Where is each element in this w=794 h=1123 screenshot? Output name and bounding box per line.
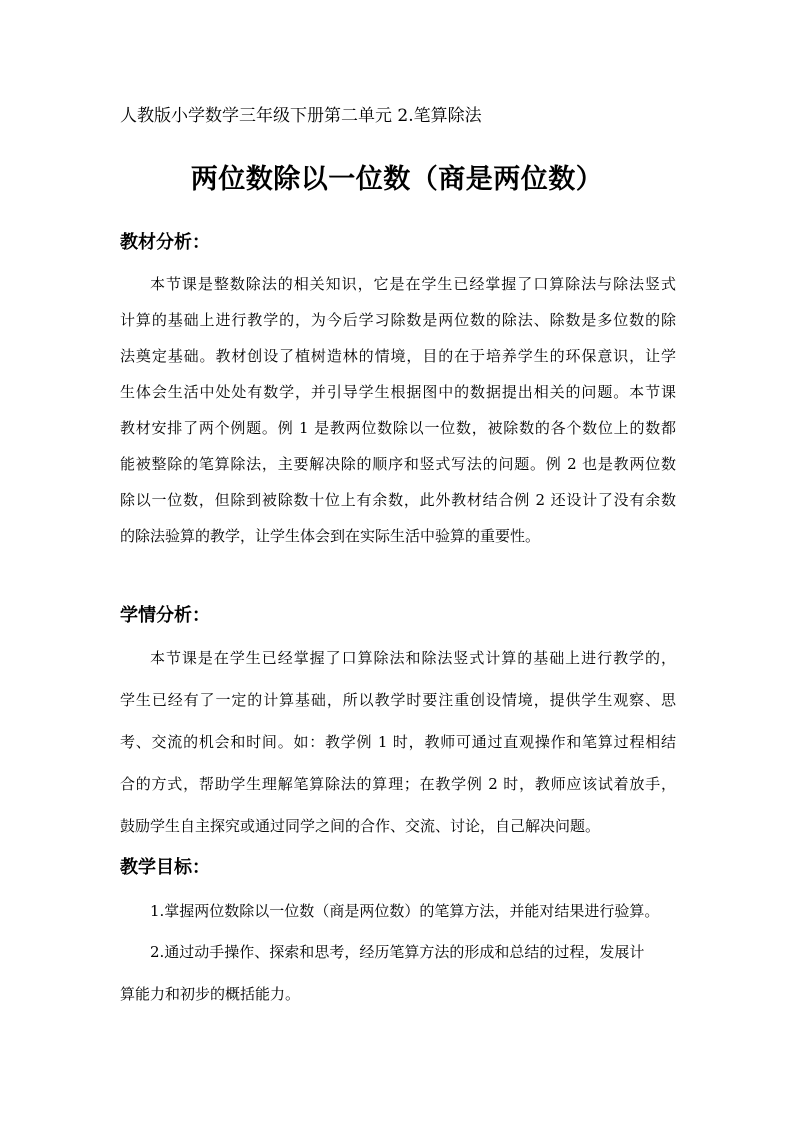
section-heading-students: 学情分析： — [120, 605, 210, 626]
material-line: 的除法验算的教学，让学生体会到在实际生活中验算的重要性。 — [120, 527, 541, 545]
document-subtitle: 人教版小学数学三年级下册第二单元 2.笔算除法 — [120, 106, 482, 126]
material-line: 法奠定基础。教材创设了植树造林的情境，目的在于培养学生的环保意识，让学 — [120, 347, 676, 365]
students-line: 考、交流的机会和时间。如：教学例 1 时，教师可通过直观操作和笔算过程相结 — [120, 733, 676, 751]
students-line: 学生已经有了一定的计算基础，所以教学时要注重创设情境，提供学生观察、思 — [120, 691, 676, 709]
material-line: 本节课是整数除法的相关知识，它是在学生已经掌握了口算除法与除法竖式 — [150, 275, 676, 293]
section-heading-material: 教材分析： — [120, 232, 210, 253]
students-line: 鼓励学生自主探究或通过同学之间的合作、交流、讨论，自己解决问题。 — [120, 817, 601, 835]
material-line: 计算的基础上进行教学的，为今后学习除数是两位数的除法、除数是多位数的除 — [120, 311, 676, 329]
goal-item-2-cont: 算能力和初步的概括能力。 — [120, 985, 301, 1003]
students-line: 合的方式，帮助学生理解笔算除法的算理；在教学例 2 时，教师应该试着放手， — [120, 775, 676, 793]
material-line: 能被整除的笔算除法，主要解决除的顺序和竖式写法的问题。例 2 也是教两位数 — [120, 455, 676, 473]
section-heading-goals: 教学目标： — [120, 857, 210, 878]
goal-item-1: 1.掌握两位数除以一位数（商是两位数）的笔算方法，并能对结果进行验算。 — [150, 902, 660, 920]
students-line: 本节课是在学生已经掌握了口算除法和除法竖式计算的基础上进行教学的， — [150, 649, 676, 667]
material-line: 生体会生活中处处有数学，并引导学生根据图中的数据提出相关的问题。本节课 — [120, 383, 676, 401]
goal-item-2: 2.通过动手操作、探索和思考，经历笔算方法的形成和总结的过程，发展计 — [150, 943, 645, 961]
material-line: 教材安排了两个例题。例 1 是教两位数除以一位数，被除数的各个数位上的数都 — [120, 419, 676, 437]
document-title: 两位数除以一位数（商是两位数） — [190, 164, 604, 195]
material-line: 除以一位数，但除到被除数十位上有余数，此外教材结合例 2 还设计了没有余数 — [120, 491, 676, 509]
